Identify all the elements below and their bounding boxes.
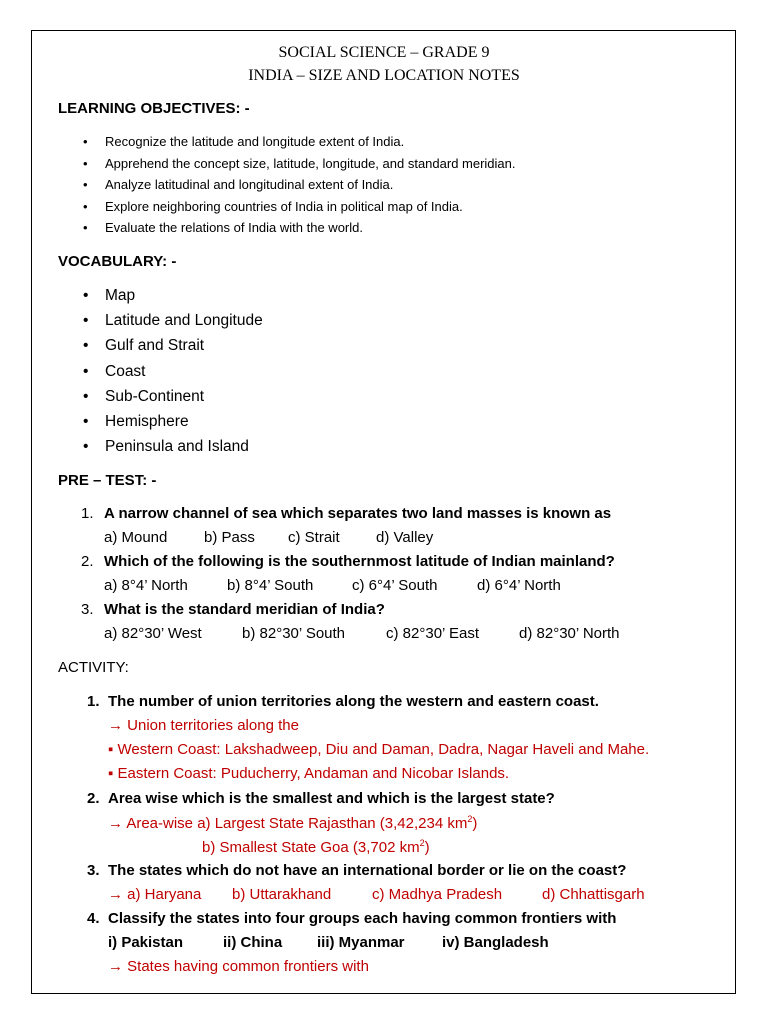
pre-test-question-1: A narrow channel of sea which separates two land masses is known as — [104, 505, 612, 522]
answer-text: b) Smallest State Goa (3,702 $km^2$) — [202, 838, 430, 856]
option: c) Strait — [288, 529, 340, 546]
option: c) 82°30’ East — [386, 625, 479, 642]
option: d) Valley — [376, 529, 434, 546]
list-item: • Apprehend the concept size, latitude, longitude, and standard meridian. — [80, 153, 516, 175]
answer-option: c) Madhya Pradesh — [372, 886, 503, 903]
list-item: • Latitude and Longitude — [80, 308, 263, 333]
document-title: SOCIAL SCIENCE – GRADE 9 — [278, 44, 490, 61]
activity-question-3: The states which do not have an international border or lie on the coast? — [108, 862, 627, 879]
list-item: • Peninsula and Island — [80, 434, 263, 459]
question-number: 1. — [81, 505, 94, 522]
answer-option: d) Chhattisgarh — [542, 886, 645, 903]
learning-objectives-list — [80, 131, 516, 239]
question-number: 2. — [81, 553, 94, 570]
group-label: iii) Myanmar — [317, 934, 405, 951]
option: b) 82°30’ South — [242, 625, 346, 642]
list-item: • Coast — [80, 359, 263, 384]
list-item: • Evaluate the relations of India with the world. — [80, 217, 516, 239]
list-item: • Analyze latitudinal and longitudinal extent of India. — [80, 174, 516, 196]
list-item: • Map — [80, 283, 263, 308]
question-number: 4. — [87, 910, 100, 927]
answer-option: → a) Haryana — [108, 886, 202, 903]
list-item: • Hemisphere — [80, 409, 263, 434]
vocabulary-list — [80, 283, 263, 459]
option: a) Mound — [104, 529, 168, 546]
group-label: ii) China — [223, 934, 283, 951]
question-number: 2. — [87, 790, 100, 807]
pre-test-heading: PRE – TEST: - — [58, 472, 157, 489]
activity-heading: ACTIVITY: — [58, 659, 129, 676]
option: b) Pass — [204, 529, 255, 546]
learning-objectives-heading: LEARNING OBJECTIVES: - — [58, 100, 250, 117]
option: b) 8°4’ South — [227, 577, 314, 594]
question-number: 3. — [87, 862, 100, 879]
answer-option: b) Uttarakhand — [232, 886, 332, 903]
pre-test-question-2: Which of the following is the southernmost latitude of Indian mainland? — [104, 553, 615, 570]
question-number: 1. — [87, 693, 100, 710]
option: d) 82°30’ North — [519, 625, 620, 642]
answer-text: → Union territories along the — [108, 717, 299, 734]
activity-question-2: Area wise which is the smallest and which is the largest state? — [108, 790, 555, 807]
answer-text: ▪ Eastern Coast: Puducherry, Andaman and Nicobar Islands. — [108, 765, 510, 782]
group-label: iv) Bangladesh — [442, 934, 549, 951]
list-item: • Explore neighboring countries of India in political map of India. — [80, 196, 516, 218]
option: d) 6°4’ North — [477, 577, 561, 594]
list-item: • Recognize the latitude and longitude extent of India. — [80, 131, 516, 153]
activity-question-1: The number of union territories along the western and eastern coast. — [108, 693, 599, 710]
option: a) 8°4’ North — [104, 577, 188, 594]
answer-text: → Area-wise a) Largest State Rajasthan (3,42,234 $km^2$) — [108, 814, 478, 832]
list-item: • Gulf and Strait — [80, 333, 263, 358]
pre-test-question-3: What is the standard meridian of India? — [104, 601, 385, 618]
option: a) 82°30’ West — [104, 625, 202, 642]
answer-text: → States having common frontiers with — [108, 958, 369, 975]
activity-question-4: Classify the states into four groups each having common frontiers with — [108, 910, 617, 927]
group-label: i) Pakistan — [108, 934, 184, 951]
vocabulary-heading: VOCABULARY: - — [58, 253, 177, 270]
option: c) 6°4’ South — [352, 577, 438, 594]
list-item: • Sub-Continent — [80, 384, 263, 409]
question-number: 3. — [81, 601, 94, 618]
document-subtitle: INDIA – SIZE AND LOCATION NOTES — [248, 67, 520, 84]
answer-text: ▪ Western Coast: Lakshadweep, Diu and Daman, Dadra, Nagar Haveli and Mahe. — [108, 741, 650, 758]
